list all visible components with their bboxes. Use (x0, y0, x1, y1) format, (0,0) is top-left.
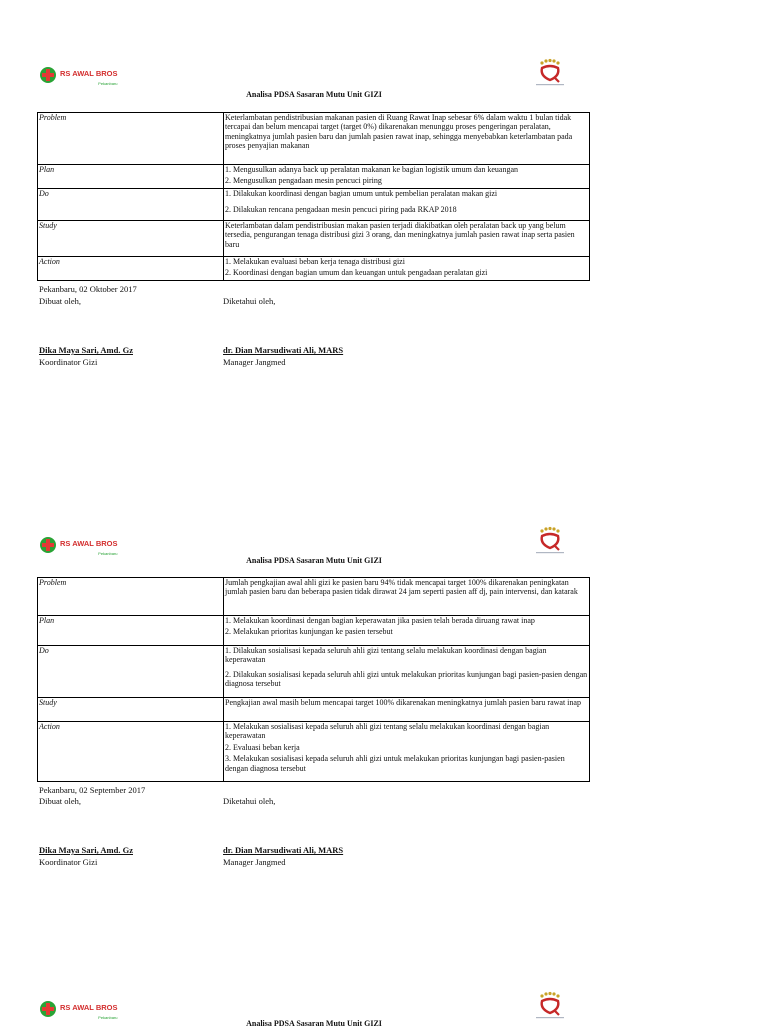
report-title: Analisa PDSA Sasaran Mutu Unit GIZI (246, 1019, 382, 1028)
known-by-label: Diketahui oleh, (223, 296, 276, 306)
pdsa-table (37, 112, 590, 281)
row-label: Problem (38, 578, 224, 616)
table-row (38, 616, 590, 646)
row-label: Do (38, 189, 224, 221)
signer1-name: Dika Maya Sari, Amd. Gz (39, 345, 133, 355)
plan-text: 1. Melakukan koordinasi dengan bagian keperawatan jika pasien telah berada diruang rawat inap 2. Melakukan prioritas kunjungan ke pasien tersebut (224, 616, 590, 646)
table-row (38, 189, 590, 221)
medical-cross-icon (40, 1001, 56, 1017)
action-text: 1. Melakukan sosialisasi kepada seluruh ahli gizi tentang selalu melakukan koordinasi dengan bagian keperawatan 2. Evaluasi beban kerja 3. Melakukan sosialisasi kepada seluruh ahli gizi untuk melakukan prioritas kunjungan bagi pasien-pasien dengan diagnosa tersebut (224, 722, 590, 782)
signer1-role: Koordinator Gizi (39, 357, 98, 367)
row-label: Plan (38, 616, 224, 646)
row-label: Plan (38, 165, 224, 189)
accreditation-seal-icon (528, 526, 572, 556)
pdsa-table (37, 577, 590, 782)
known-by-label: Diketahui oleh, (223, 796, 276, 806)
accreditation-seal-icon (528, 991, 572, 1021)
logo-text: RS AWAL BROS (60, 69, 118, 78)
report-title: Analisa PDSA Sasaran Mutu Unit GIZI (246, 90, 382, 99)
do-text: 1. Dilakukan koordinasi dengan bagian umum untuk pembelian peralatan makan gizi 2. Dilakukan rencana pengadaan mesin pencuci piring pada RKAP 2018 (224, 189, 590, 221)
logo-text: RS AWAL BROS (60, 539, 118, 548)
logo-subtext: Pekanbaru (98, 1015, 118, 1020)
signer2-role: Manager Jangmed (223, 857, 286, 867)
table-row (38, 722, 590, 782)
table-row (38, 221, 590, 257)
hospital-logo (40, 997, 118, 1020)
row-label: Action (38, 722, 224, 782)
made-by-label: Dibuat oleh, (39, 296, 82, 306)
logo-subtext: Pekanbaru (98, 551, 118, 556)
logo-subtext: Pekanbaru (98, 81, 118, 86)
row-label: Action (38, 257, 224, 281)
hospital-logo (40, 533, 118, 556)
row-label: Study (38, 698, 224, 722)
hospital-logo (40, 63, 118, 86)
problem-text: Keterlambatan pendistribusian makanan pasien di Ruang Rawat Inap sebesar 6% dalam waktu 1 bulan tidak tercapai dan belum mencapai target (target 0%) dikarenakan menunggu proses pengeringan peralatan, meningkatnya jumlah pasien baru dan jumlah pasien rawat inap, sehingga menyebabkan keterlambatan pada proses penyajian makanan (224, 113, 590, 165)
signer1-name: Dika Maya Sari, Amd. Gz (39, 845, 133, 855)
action-text: 1. Melakukan evaluasi beban kerja tenaga distribusi gizi 2. Koordinasi dengan bagian umum dan keuangan untuk pengadaan peralatan gizi (224, 257, 590, 281)
medical-cross-icon (40, 537, 56, 553)
do-text: 1. Dilakukan sosialisasi kepada seluruh ahli gizi tentang selalu melakukan koordinasi dengan bagian keperawatan 2. Dilakukan sosialisasi kepada seluruh ahli gizi untuk melakukan prioritas kunjungan bagi pasien-pasien dengan diagnosa tersebut (224, 646, 590, 698)
table-row (38, 578, 590, 616)
table-row (38, 257, 590, 281)
signer2-name: dr. Dian Marsudiwati Ali, MARS (223, 345, 344, 355)
row-label: Problem (38, 113, 224, 165)
made-by-label: Dibuat oleh, (39, 796, 82, 806)
signer1-role: Koordinator Gizi (39, 857, 98, 867)
place-date: Pekanbaru, 02 September 2017 (39, 785, 146, 795)
row-label: Study (38, 221, 224, 257)
table-row (38, 113, 590, 165)
table-row (38, 698, 590, 722)
signer2-name: dr. Dian Marsudiwati Ali, MARS (223, 845, 344, 855)
report-title: Analisa PDSA Sasaran Mutu Unit GIZI (246, 556, 382, 565)
signer2-role: Manager Jangmed (223, 357, 286, 367)
row-label: Do (38, 646, 224, 698)
accreditation-seal-icon (528, 58, 572, 88)
table-row (38, 646, 590, 698)
problem-text: Jumlah pengkajian awal ahli gizi ke pasien baru 94% tidak mencapai target 100% dikarenakan peningkatan jumlah pasien baru dan beberapa pasien tidak dirawat 24 jam seperti pasien aff dj, pain intervensi, dan katarak (224, 578, 590, 616)
plan-text: 1. Mengusulkan adanya back up peralatan makanan ke bagian logistik umum dan keuangan 2. Mengusulkan pengadaan mesin pencuci piring (224, 165, 590, 189)
study-text: Pengkajian awal masih belum mencapai target 100% dikarenakan meningkatnya jumlah pasien baru rawat inap (224, 698, 590, 722)
study-text: Keterlambatan dalam pendistribusian makan pasien terjadi diakibatkan oleh peralatan back up yang belum tersedia, pengurangan tenaga distribusi gizi 3 orang, dan meningkatnya jumlah pasien rawat inap serta pasien baru (224, 221, 590, 257)
place-date: Pekanbaru, 02 Oktober 2017 (39, 284, 137, 294)
table-row (38, 165, 590, 189)
medical-cross-icon (40, 67, 56, 83)
logo-text: RS AWAL BROS (60, 1003, 118, 1012)
